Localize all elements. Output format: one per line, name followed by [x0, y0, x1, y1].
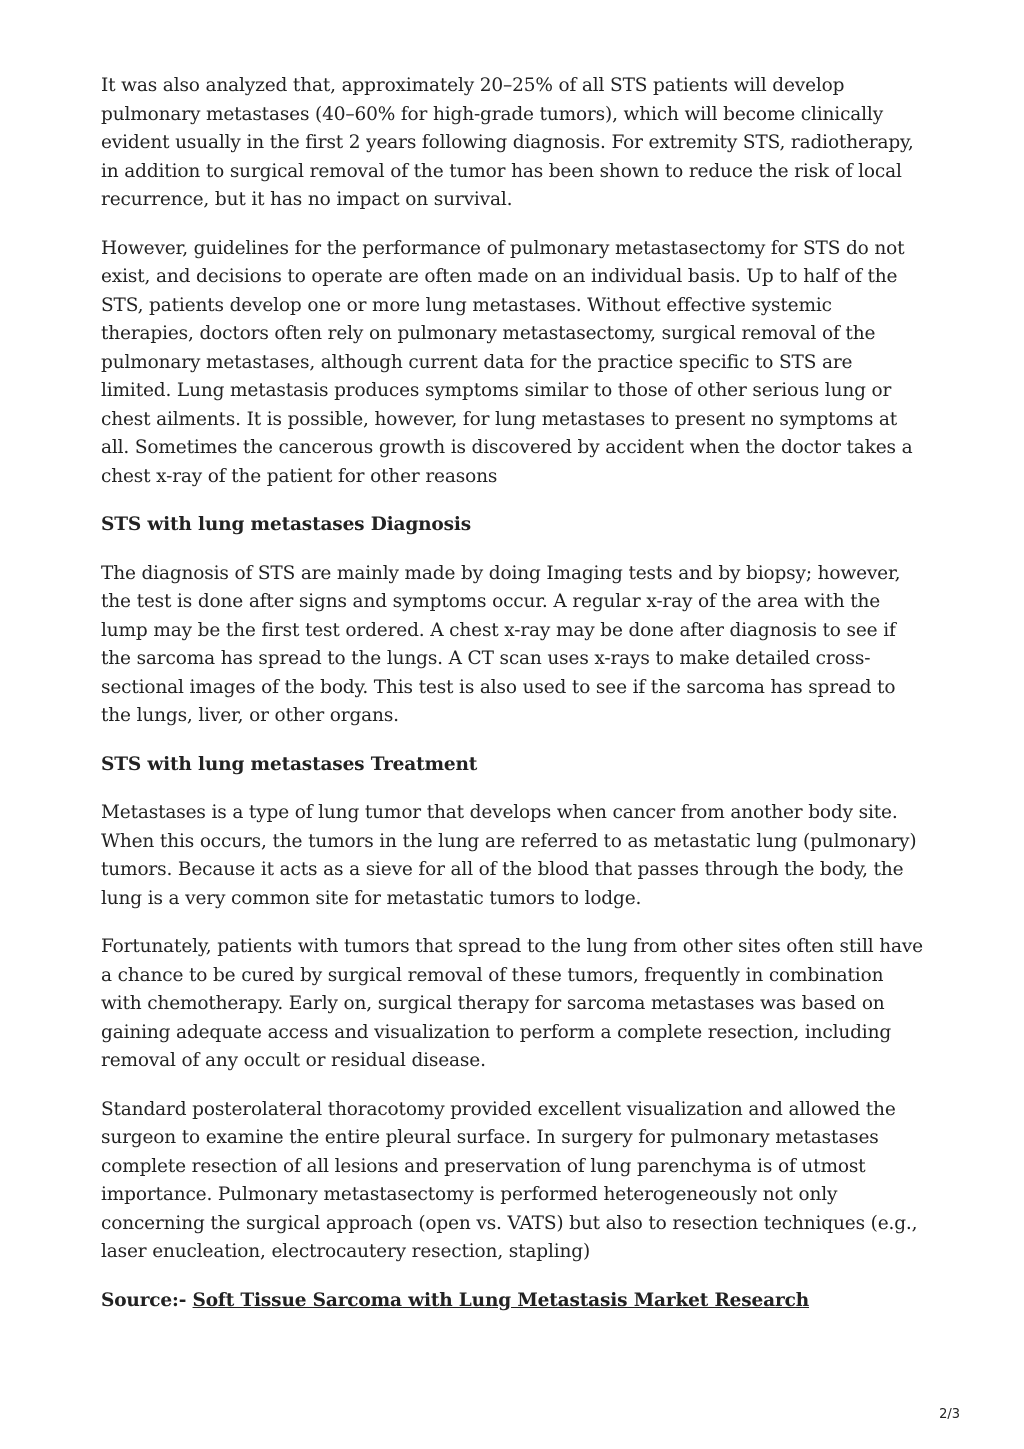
paragraph-pulmonary-metastases-rate: It was also analyzed that, approximately 20–25% of all STS patients will develop pulmonary metastases (40–60% for high-grade tumors), which will become clinically evident usually in the first 2 years following diagnosis. For extremity STS, radiotherapy, in addition to surgical removal of the tumor has been shown to reduce the risk of local recurrence, but it has no impact on survival. [101, 75, 914, 210]
source-label: Source:- [101, 1289, 193, 1311]
heading-diagnosis: STS with lung metastases Diagnosis [101, 514, 472, 535]
paragraph-treatment-thoracotomy: Standard posterolateral thoracotomy provided excellent visualization and allowed the surgeon to examine the entire pleural surface. In surgery for pulmonary metastases complete resection of all lesions and preservation of lung parenchyma is of utmost importance. Pulmonary metastasectomy is performed heterogeneously not only concerning the surgical approach (open vs. VATS) but also to resection techniques (e.g., laser enucleation, electrocautery resection, stapling) [101, 1098, 918, 1262]
source-line [101, 1287, 923, 1316]
page-number: 2/3 [939, 1407, 960, 1422]
paragraph-diagnosis: The diagnosis of STS are mainly made by doing Imaging tests and by biopsy; however, the test is done after signs and symptoms occur. A regular x-ray of the area with the lump may be the first test ordered. A chest x-ray may be done after diagnosis to see if the sarcoma has spread to the lungs. A CT scan uses x-rays to make detailed cross-sectional images of the body. This test is also used to see if the sarcoma has spread to the lungs, liver, or other organs. [101, 562, 901, 726]
source-link[interactable]: Soft Tissue Sarcoma with Lung Metastasis Market Research [192, 1289, 810, 1311]
paragraph-metastasectomy-guidelines: However, guidelines for the performance of pulmonary metastasectomy for STS do not exist, and decisions to operate are often made on an individual basis. Up to half of the STS, patients develop one or more lung metastases. Without effective systemic therapies, doctors often rely on pulmonary metastasectomy, surgical removal of the pulmonary metastases, although current data for the practice specific to STS are limited. Lung metastasis produces symptoms similar to those of other serious lung or chest ailments. It is possible, however, for lung metastases to present no symptoms at all. Sometimes the cancerous growth is discovered by accident when the doctor takes a chest x-ray of the patient for other reasons [101, 237, 913, 487]
paragraph-treatment-metastases: Metastases is a type of lung tumor that develops when cancer from another body site. When this occurs, the tumors in the lung are referred to as metastatic lung (pulmonary) tumors. Because it acts as a sieve for all of the blood that passes through the body, the lung is a very common site for metastatic tumors to lodge. [101, 802, 917, 909]
heading-treatment: STS with lung metastases Treatment [101, 753, 478, 775]
article-body [101, 72, 923, 1315]
paragraph-treatment-surgical-removal: Fortunately, patients with tumors that spread to the lung from other sites often still have a chance to be cured by surgical removal of these tumors, frequently in combination with chemotherapy. Early on, surgical therapy for sarcoma metastases was based on gaining adequate access and visualization to perform a complete resection, including removal of any occult or residual disease. [101, 936, 923, 1071]
